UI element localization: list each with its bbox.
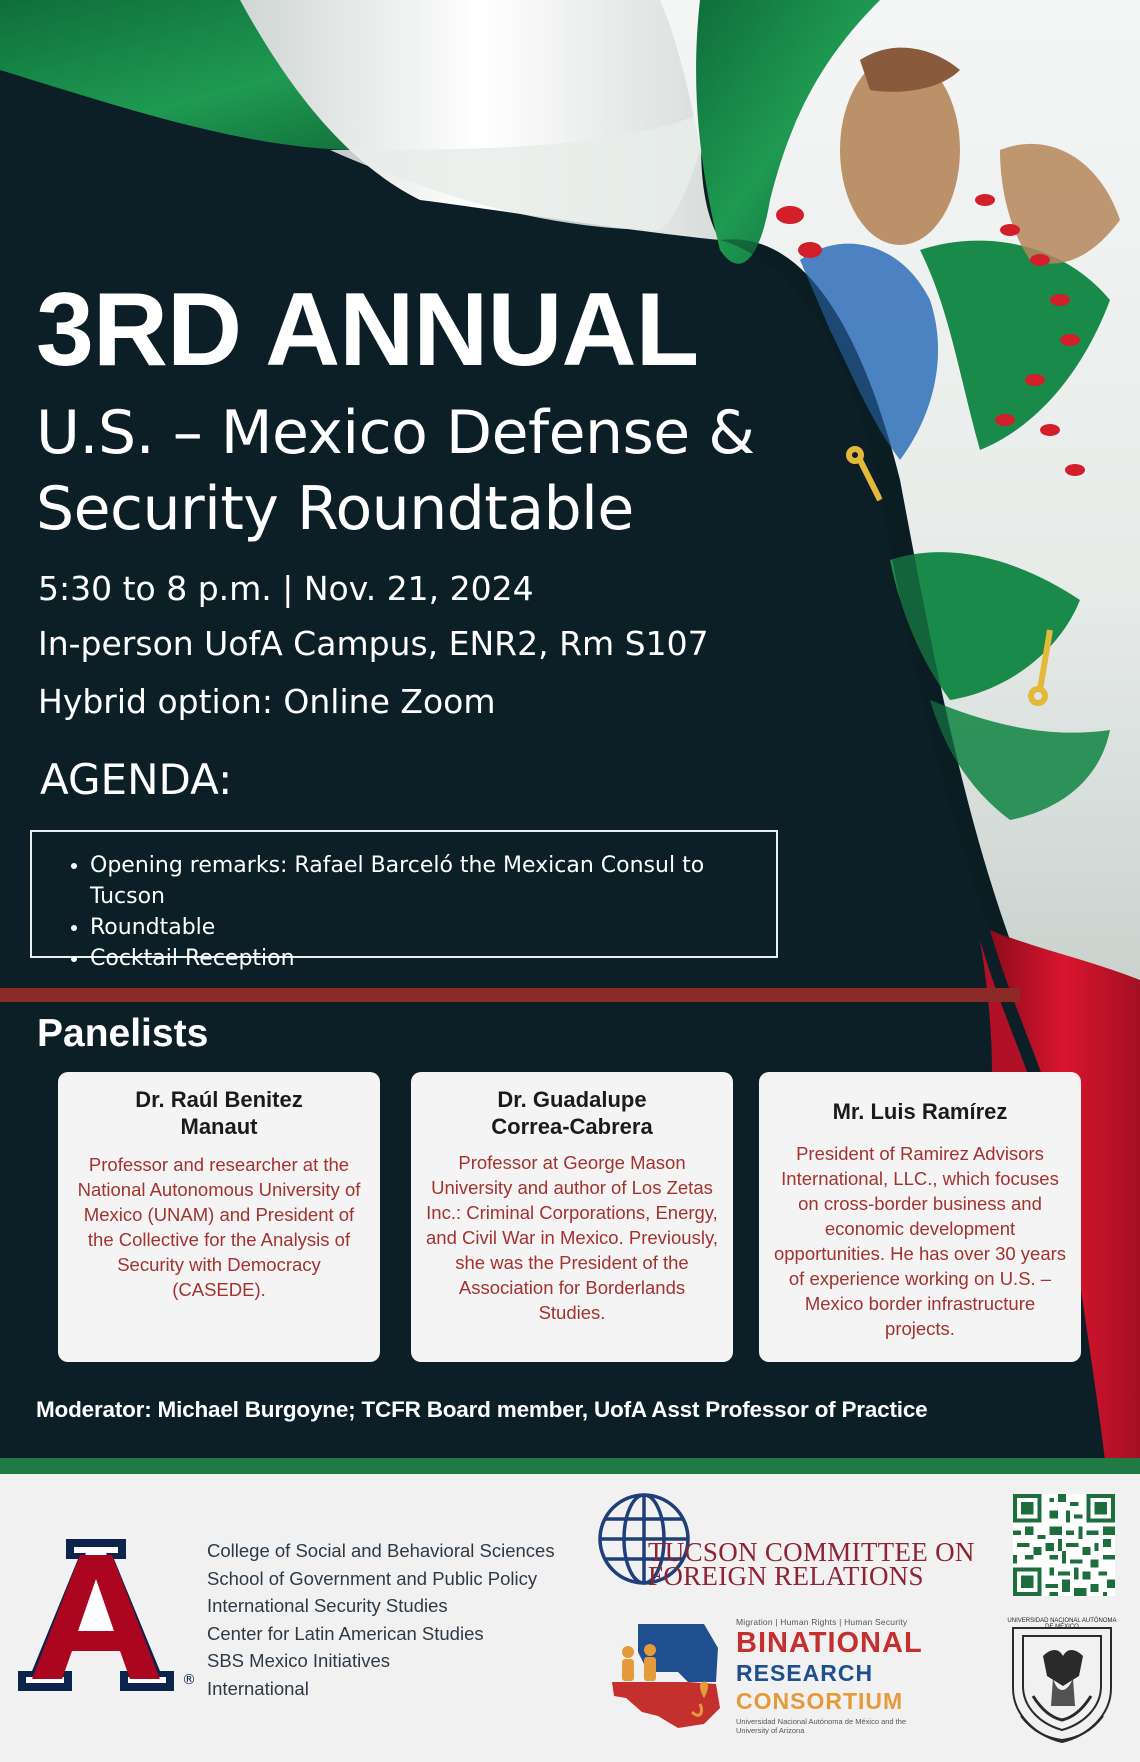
panelist-bio: Professor and researcher at the National Autonomous University of Mexico (UNAM) and President of the Collective for the Analysis of Security with Democracy (CASEDE). xyxy=(77,1154,361,1300)
department-item: College of Social and Behavioral Sciences xyxy=(207,1540,555,1561)
agenda-heading: AGENDA: xyxy=(40,755,233,804)
agenda-item: • Cocktail Reception xyxy=(90,943,776,974)
event-hybrid-option: Hybrid option: Online Zoom xyxy=(38,682,496,721)
event-title-main: 3RD ANNUAL xyxy=(36,272,699,388)
brc-tagline: Migration | Human Rights | Human Security xyxy=(736,1617,908,1627)
department-item: SBS Mexico Initiatives xyxy=(207,1650,391,1671)
agenda-list xyxy=(32,832,776,974)
brc-title-line-3: CONSORTIUM xyxy=(736,1688,904,1714)
unam-seal-icon xyxy=(1003,1616,1121,1746)
panelist-name: Dr. Guadalupe Correa-Cabrera xyxy=(491,1087,653,1139)
red-divider xyxy=(0,988,1020,1002)
qr-code[interactable] xyxy=(1013,1494,1115,1596)
department-list xyxy=(207,1537,555,1702)
department-item: Center for Latin American Studies xyxy=(207,1622,484,1644)
brc-map-icon xyxy=(608,1612,728,1732)
agenda-box xyxy=(30,830,778,971)
brc-universities: Universidad Nacional Autónoma de México and the University of Arizona xyxy=(736,1717,907,1735)
event-time-date: 5:30 to 8 p.m. | Nov. 21, 2024 xyxy=(38,569,534,608)
department-item: International Security Studies xyxy=(207,1595,448,1616)
moderator-line: Moderator: Michael Burgoyne; TCFR Board member, UofA Asst Professor of Practice xyxy=(36,1397,928,1422)
event-title-sub: U.S. – Mexico Defense & Security Roundtable xyxy=(36,398,755,544)
brc-title-line-2: RESEARCH xyxy=(736,1660,874,1686)
agenda-item: • Roundtable xyxy=(90,912,776,943)
unam-seal-text: UNIVERSIDAD NACIONAL AUTÓNOMA DE MÉXICO xyxy=(1007,1618,1117,1630)
tcfr-line-2: FOREIGN RELATIONS xyxy=(648,1561,924,1591)
department-item: International xyxy=(207,1677,309,1699)
panelist-bio: President of Ramirez Advisors International, LLC., which focuses on cross-border business and economic development opportunities. He has over 30 years of experience working on U.S. – Mexico border infrastructure projects. xyxy=(773,1143,1067,1339)
agenda-item: • Opening remarks: Rafael Barceló the Mexican Consul to Tucson xyxy=(90,850,776,912)
panelist-name: Dr. Raúl Benitez Manaut xyxy=(135,1087,303,1139)
panelists-heading: Panelists xyxy=(37,1012,209,1055)
panelist-bio: Professor at George Mason University and author of Los Zetas Inc.: Criminal Corporations, Energy, and Civil War in Mexico. Previously, she was the President of the Association for Borderlands Studies. xyxy=(426,1152,718,1323)
panelist-name: Mr. Luis Ramírez xyxy=(832,1099,1008,1124)
panelist-card xyxy=(58,1072,380,1362)
registered-mark: ® xyxy=(182,1672,196,1688)
panelist-card xyxy=(759,1072,1081,1362)
tcfr-line-1: TUCSON COMMITTEE ON xyxy=(648,1537,975,1567)
brc-title-line-1: BINATIONAL xyxy=(736,1627,923,1659)
department-item: School of Government and Public Policy xyxy=(207,1567,538,1589)
tcfr-logo-text xyxy=(648,1537,975,1591)
university-of-arizona-logo xyxy=(10,1535,182,1695)
panelist-card xyxy=(411,1072,733,1362)
event-location: In-person UofA Campus, ENR2, Rm S107 xyxy=(38,624,709,663)
green-divider xyxy=(0,1458,1140,1474)
